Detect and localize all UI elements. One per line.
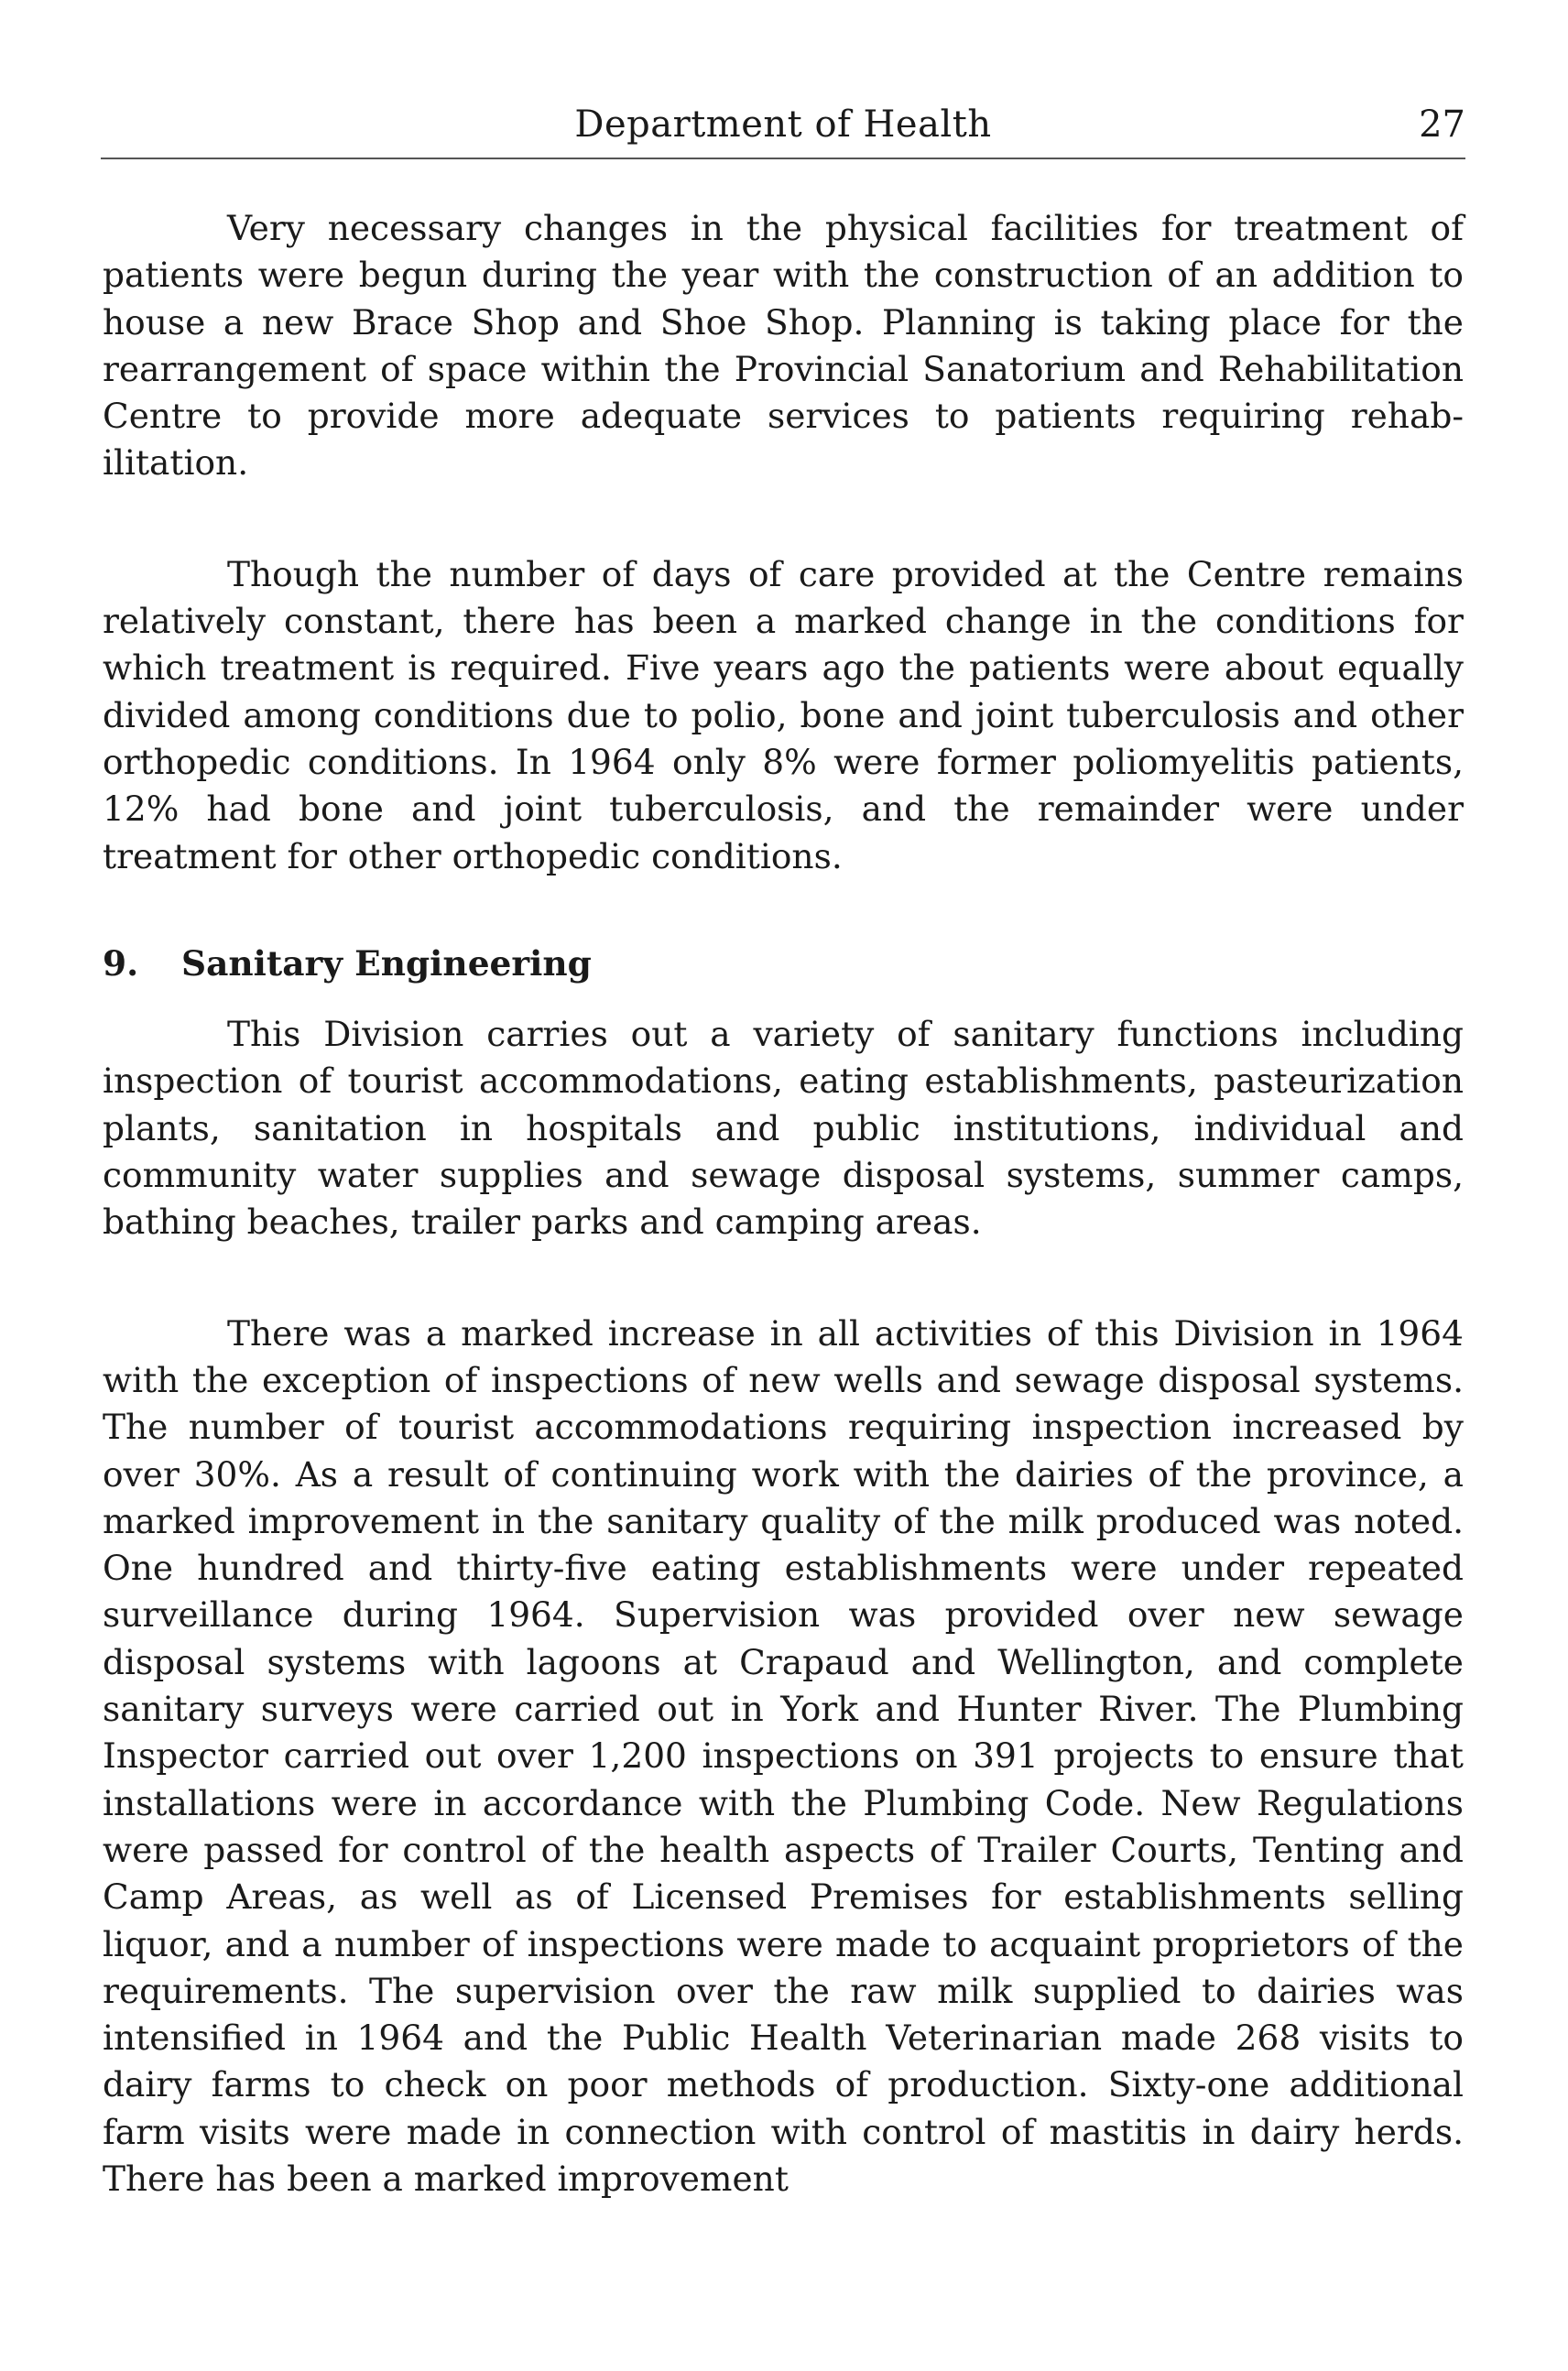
header-title: Department of Health [574, 103, 992, 146]
paragraph-physical-facilities: Very necessary changes in the physical facilities for treatment of patients were begun during the year with the construction of an addition to house a new Brace Shop and Shoe Shop. Planning is taking place for the rearrangement of space within the Provincial Sanatorium and Rehabilitation Centre to provide more adequate services to patients requiring rehabilitation. [103, 208, 1464, 484]
body-text [103, 205, 1464, 2202]
running-header [101, 99, 1465, 150]
section-number: 9. [103, 942, 139, 984]
section-heading [103, 941, 1464, 987]
paragraph-activities-increase: There was a marked increase in all activities of this Division in 1964 with the exception of inspections of new wells and sewage disposal systems. The number of tourist accommodations requiring inspection increased by over 30%. As a result of continuing work with the dairies of the province, a marked improvement in the sanitary quality of the milk produced was noted. One hundred and thirty-five eating establishments were under repeated surveillance during 1964. Supervision was provided over new sewage disposal systems with lagoons at Crapaud and Wellington, and complete sanitary surveys were carried out in York and Hunter River. The Plumbing Inspector carried out over 1,200 inspections on 391 projects to ensure that installations were in accordance with the Plumbing Code. New Regulations were passed for control of the health aspects of Trailer Courts, Tenting and Camp Areas, as well as of Licensed Premises for establishments selling liquor, and a number of inspections were made to acquaint proprietors of the requirements. The supervision over the raw milk supplied to dairies was intensified in 1964 and the Public Health Veterinarian made 268 visits to dairy farms to check on poor methods of production. Sixty-one additional farm visits were made in connection with control of mastitis in dairy herds. There has been a marked improvement [103, 1312, 1464, 2199]
section-title: Sanitary Engineering [181, 942, 592, 984]
header-rule [101, 158, 1465, 159]
paragraph-division-functions: This Division carries out a variety of sanitary functions including inspection of tourist accommodations, eating establishments, pasteurization plants, sanitation in hospitals and public institutions, individual and community water supplies and sewage disposal systems, summer camps, bathing beaches, trailer parks and camping areas. [103, 1014, 1464, 1243]
paragraph-days-of-care: Though the number of days of care provided at the Centre remains relatively constant, there has been a marked change in the conditions for which treatment is required. Five years ago the patients were about equally divided among conditions due to polio, bone and joint tuberculosis and other orthopedic conditions. In 1964 only 8% were former poliomyelitis patients, 12% had bone and joint tuberculosis, and the remainder were under treatment for other orthopedic conditions. [103, 553, 1464, 876]
page-number: 27 [1419, 103, 1465, 146]
